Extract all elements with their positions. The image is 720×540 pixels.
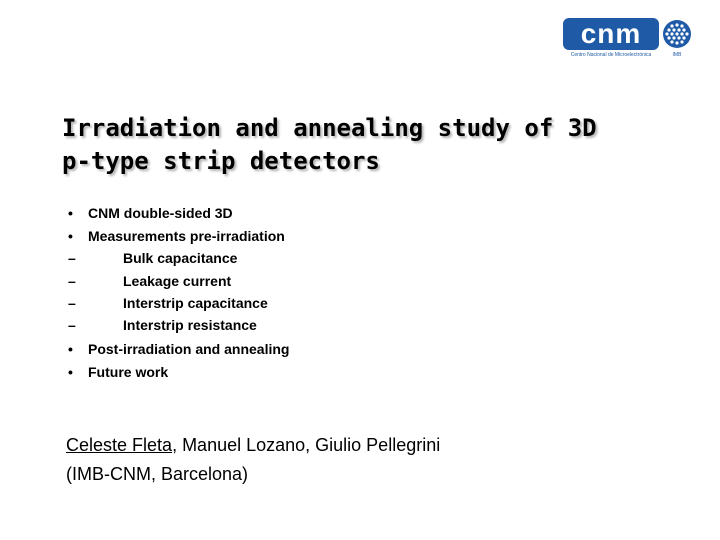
logo-subtitle-imb: IMB <box>672 52 682 58</box>
presenter-name: Celeste Fleta <box>66 435 173 455</box>
dash-marker: – <box>68 273 76 289</box>
affiliation: (IMB-CNM, Barcelona) <box>66 464 249 484</box>
authors-block <box>66 431 440 489</box>
outline-item: Post-irradiation and annealing <box>88 341 290 357</box>
outline-subitem: Bulk capacitance <box>123 250 238 266</box>
dash-marker: – <box>68 317 76 333</box>
logo-mark: cnm <box>563 18 659 50</box>
outline-item: CNM double-sided 3D <box>88 205 233 221</box>
bullet-marker: • <box>68 341 73 357</box>
dash-marker: – <box>68 295 76 311</box>
cnm-logo <box>563 18 691 60</box>
outline-subitem: Leakage current <box>123 273 232 289</box>
bullet-marker: • <box>68 205 73 221</box>
outline-item: Future work <box>88 364 169 380</box>
outline-item: Measurements pre-irradiation <box>88 228 285 244</box>
bullet-marker: • <box>68 228 73 244</box>
globe-icon <box>661 18 693 50</box>
bullet-marker: • <box>68 364 73 380</box>
dash-marker: – <box>68 250 76 266</box>
coauthors: , Manuel Lozano, Giulio Pellegrini <box>172 435 441 455</box>
outline-subitem: Interstrip resistance <box>123 317 257 333</box>
title-line-2: p-type strip detectors <box>62 147 380 175</box>
outline-subitem: Interstrip capacitance <box>123 295 268 311</box>
slide-title <box>62 112 702 178</box>
title-line-1: Irradiation and annealing study of 3D <box>62 114 597 142</box>
logo-subtitle: Centro Nacional de Microelectrónica <box>570 52 652 58</box>
author-line <box>66 431 440 460</box>
